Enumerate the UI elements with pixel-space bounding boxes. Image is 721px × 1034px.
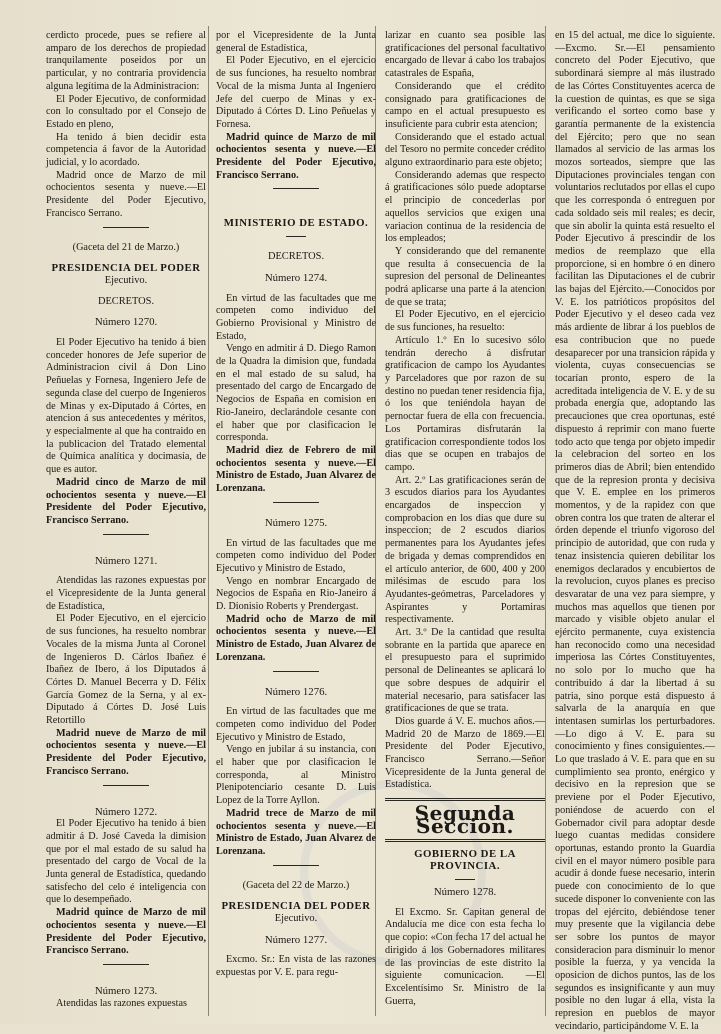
decree-text: En virtud de las facultades que me competen como individuo del Gobierno Provisional y Ministro de Estado, [216, 292, 376, 342]
signature: Madrid quince de Marzo de mil ochocientos sesenta y nueve.—El Presidente del Poder Ejecutivo, Francisco Serrano. [216, 131, 376, 181]
divider [273, 188, 319, 189]
divider [273, 502, 319, 503]
column-divider [208, 26, 209, 1016]
decree-number: Número 1271. [94, 554, 158, 567]
decree-text: El Poder Ejecutivo, en el ejercicio de sus funciones, ha resuelto nombrar Vocales de la misma Junta al Coronel de Ingenieros D. Cárlos Ibañez é Ibañez de Ibero, á los Diputados á Córtes D. Manuel Becerra y D. Félix García Gomez de la Serna, y al ex-Diputado á Córtes D. José Luis Retortillo [46, 613, 206, 727]
paragraph: El Poder Ejecutivo, en el ejercicio de sus funciones, ha resuelto: [385, 309, 545, 334]
signature: Madrid nueve de Marzo de mil ochocientos sesenta y nueve.—El Presidente del Poder Ejecutivo, Francisco Serrano. [46, 727, 206, 777]
paragraph: El Poder Ejecutivo, en el ejercicio de sus funciones, ha resuelto nombrar Vocal de la misma Junta al Ingeniero Jefe del cuerpo de Minas y ex-Diputado á Córtes D. Lino Peñuelas y Fornesa. [216, 55, 376, 130]
section-heading: GOBIERNO DE LA PROVINCIA. [414, 847, 516, 873]
gazette-date: (Gaceta del 22 de Marzo.) [242, 879, 350, 891]
section-subheading: Ejecutivo. [104, 274, 148, 286]
column-2 [216, 30, 376, 980]
decree-text: El Poder Ejecutivo ha tenido á bien conceder honores de Jefe superior de Administracion civil á Don Lino Peñuelas y Fornesa, Ingeniero Jefe de segunda clase del cuerpo de Ingenieros de Minas y ex-Diputado á Córtes, en atencion á sus antecedentes y méritos, y especialmente al que ha contraido en la publicacion del Tratado elemental de Química analítica y docimasía, de que es autor. [46, 337, 206, 476]
decree-number: Número 1276. [264, 685, 328, 698]
signature: Madrid diez de Febrero de mil ochocientos sesenta y nueve.—El Ministro de Estado, Juan Alvarez de Lorenzana. [216, 444, 376, 495]
divider [286, 236, 306, 237]
decree-text: El Poder Ejecutivo ha tenido á bien admitir á D. José Caveda la dimision que por el mal estado de su salud ha presentado del cargo de Vocal de la Junta general de Estadística, quedando satisfecho del celo é inteligencia con que lo desempeñado. [46, 818, 206, 906]
decree-text: En virtud de las facultades que me competen como individuo del Poder Ejecutivo y Ministro de Estado, [216, 706, 376, 743]
paragraph: cerdicto procede, pues se refiere al amparo de los derechos de propiedad tranquilamente poseidos por un particular, y no contraria providencia alguna legítima de la Administracion: [46, 30, 206, 92]
divider [385, 839, 545, 842]
paragraph: Y considerando que del remanente que resulta á consecuencia de la supresion del personal de Delineantes podrá aplicarse una parte á la atencion de que se trata; [385, 245, 545, 308]
divider [103, 964, 149, 965]
divider [103, 227, 149, 228]
article-text: Artículo 1.º En lo sucesivo sólo tendrán derecho á disfrutar gratificacion de campo los Ayudantes y Parceladores que por razon de su destino no puedan tener residencia fija, ó los que teniéndola hayan de pernoctar fuera de ella con frecuencia. Los Portamiras disfrutarán la gratificacion correspondiente todos los dias que se ocupen en trabajos de campo. [385, 334, 545, 473]
decrees-heading: DECRETOS. [97, 295, 155, 307]
decree-number: Número 1274. [264, 271, 328, 284]
decree-text: Excmo. Sr.: En vista de las razones expuestas por V. E. para regu- [216, 954, 376, 979]
paragraph: por el Vicepresidente de la Junta general de Estadística, [216, 30, 376, 54]
closing-text: Dios guarde á V. E. muchos años.—Madrid 20 de Marzo de 1869.—El Presidente del Poder Ejecutivo, Francisco Serrano.—Señor Vicepresidente de la Junta general de Estadística. [385, 715, 545, 791]
column-4 [555, 30, 715, 1034]
article-text: Art. 3.º De la cantidad que resulta sobrante en la partida que aparece en el presupuesto para el suprimido personal de Delineantes se aplicará lo que sobre despues de adquirir el material necesario, para satisfacer las gratificaciones de que se trata. [385, 627, 545, 715]
decree-text: Vengo en jubilar á su instancia, con el haber que por clasificacion le corresponda, al Ministro Plenipotenciario cesante D. Luis Lopez de la Torre Ayllon. [216, 744, 376, 807]
gazette-date: (Gaceta del 21 de Marzo.) [72, 241, 180, 253]
decree-number: Número 1275. [264, 516, 328, 529]
signature: Madrid once de Marzo de mil ochocientos sesenta y nueve.—El Presidente del Poder Ejecutivo, Francisco Serrano. [46, 169, 206, 219]
divider [103, 785, 149, 786]
divider [455, 879, 475, 880]
section-heading: MINISTERIO DE ESTADO. [223, 217, 369, 230]
divider [273, 865, 319, 866]
paragraph: Considerando ademas que respecto á gratificaciones sólo puede adoptarse el principio de concederlas por aquellos servicios que exigen una variacion continua de la residencia de los empleados; [385, 169, 545, 245]
paragraph: El Poder Ejecutivo, de conformidad con lo consultado por el Consejo de Estado en pleno, [46, 93, 206, 130]
column-1 [46, 30, 206, 1010]
signature: Madrid trece de Marzo de mil ochocientos sesenta y nueve.—El Ministro de Estado, Juan Alvarez de Lorenzana. [216, 807, 376, 857]
paragraph: Considerando que el crédito consignado para gratificaciones de campo en el actual presupuesto es insuficiente para cubrir esta atencion; [385, 80, 545, 130]
column-3 [385, 30, 545, 1008]
decree-text: Vengo en admitir á D. Diego Ramon de la Quadra la dimision que, fundada en el mal estado de su salud, ha presentado del cargo de Encargado de Negocios de España en comision en Rio-Janeiro, declarándole cesante con el haber que por clasificacion le corresponda. [216, 343, 376, 444]
decree-number: Número 1270. [94, 316, 158, 329]
paragraph: Ha tenido á bien decidir esta competencia á favor de la Autoridad judicial, y lo acordado. [46, 131, 206, 169]
decree-text: Atendidas las razones expuestas por el Vicepresidente de la Junta general de Estadística, [46, 575, 206, 612]
signature: Madrid quince de Marzo de mil ochocientos sesenta y nueve.—El Presidente del Poder Ejecutivo, Francisco Serrano. [46, 907, 206, 957]
decree-text: En virtud de las facultades que me competen como individuo del Poder Ejecutivo y Ministro de Estado, [216, 537, 376, 574]
signature: Madrid ocho de Marzo de mil ochocientos sesenta y nueve.—El Ministro de Estado, Juan Alvarez de Lorenzana. [216, 613, 376, 663]
paragraph: Considerando que el estado actual del Tesoro no permite conceder crédito alguno extraordinario para este objeto; [385, 131, 545, 169]
decree-text: El Excmo. Sr. Capitan general de Andalucía me dice con esta fecha lo que copio: «Con fecha 17 del actual he dirigido á los Gobernadores militares de las provincias de este distrito la siguiente comunicacion. —El Excelentísimo Sr. Ministro de la Guerra, [385, 906, 545, 1007]
decree-number: Número 1272. [94, 805, 158, 818]
section-subheading: Ejecutivo. [274, 913, 318, 925]
column-divider [545, 26, 546, 1016]
decree-number: Número 1273. [94, 985, 158, 997]
decree-number: Número 1278. [433, 886, 497, 898]
section-heading: PRESIDENCIA DEL PODER [51, 262, 201, 275]
decrees-heading: DECRETOS. [267, 251, 325, 263]
divider [103, 534, 149, 535]
decree-number: Número 1277. [264, 933, 328, 946]
paragraph: en 15 del actual, me dice lo siguiente.—Excmo. Sr.—El pensamiento concreto del Poder Ejecutivo, que subordinará siempre al más ilustrado de las Córtes Constituyentes acerca de la cuestion de quintas, es que se siga verificando el sorteo como base y garantía permanente de la existencia del Ejército; pero que no sean llamados al servicio de las armas los mozos sorteados, siempre que las Diputaciones provinciales tengan con voluntarios reclutados por ellas el cupo que les corresponda ó entreguen por cada soldado seis mil reales; es decir, que sin abolir la quinta está resuelto el Poder Ejecutivo á prescindir de los medios de reemplazo que ella proporcione, si en hombre ó en dinero facilitan las Diputaciones el de cubrir las bajas del Ejército.—Conocidos por V. E. los patrióticos propósitos del Poder Ejecutivo y el deseo cada vez más ardiente de librar á los pueblos de esa contribucion que no puede desaparecer por una transicion rápida y violenta, cuyas consecuencias se tocarían pronto, espero de la acreditada inteligencia de V. E. y de su probada energía que, adoptando las precauciones que crea oportunas, esté dispuesto á reprimir con mano fuerte todo acto que tenga por objeto impedir la celebracion del sorteo en los primeros dias de Abril; bien entendido que de la represion pronta y decisiva que V. E. emplee en los primeros momentos, y de la rapidez con que obren contra los que traten de alterar el órden depende el triunfo vigoroso del principio de autoridad, que con ruda y tenaz insistencia quieren debilitar los enemigos declarados y encubiertos de la revolucion, cuyos planes es preciso desvaratar de una vez para siempre, y muchos mas aquellos que tienen por marcado y visible objeto anular el ejército permanente, cuya existencia han reconocido como una necesidad imperiosa las Córtes Constituyentes, no solo por lo mucho que ha contribuido á dar la libertad á su patria, sino porque está dispuesto á salvarla de la anarquía en que intentasen sumirlas los perturbadores.—Lo digo á V. E. para su conocimiento y fines consiguientes.—Lo que traslado á V. E. para que en su cumplimiento sea pronto, enérgico y decisivo en la represion que se previene por el Poder Ejecutivo, poniéndose de acuerdo con el Gobernador civil para adoptar desde luego cuantas medidas considere oportunas, estando pronto la Guardia civil en el mayor número posible para acudir á donde fuese necesario, interin puede con conocimiento de lo que sucede disponer lo conveniente con las tropas del ejército, debiéndose tener muy presente que la vigilancia debe ser sobre los puntos de mayor consideracion para disminuir lo menor posible la fuerza, y ya vencida la oposicion de dichos puntos, las de los segundos es insignificante y aun muy posible no den lugar á ella, vista la represion en pueblos de mayor vecindario, participándome V. E. la [555, 30, 715, 1032]
divider [273, 671, 319, 672]
signature: Madrid cinco de Marzo de mil ochocientos sesenta y nueve.—El Presidente del Poder Ejecutivo, Francisco Serrano. [46, 476, 206, 526]
paragraph: larizar en cuanto sea posible las gratificaciones del personal facultativo encargado de llevar á cabo los trabajos catastrales de España, [385, 30, 545, 80]
section-title: Segunda Seccion. [414, 801, 516, 838]
decree-text: Vengo en nombrar Encargado de Negocios de España en Rio-Janeiro á D. Dionisio Roberts y Prendergast. [216, 575, 376, 613]
decree-text: Atendidas las razones expuestas [56, 997, 187, 1009]
article-text: Art. 2.º Las gratificaciones serán de 3 escudos diarios para los Ayudantes encargados de inspeccion y comprobacion en los dias que dure su inspeccion; de 2 escudos diarios permanentes para los Ayudantes jefes de brigada y demas comprendidos en el artículo anterior, de 600, 400 y 200 milésimas de escudo para los Ayudantes-geómetras, Parceladores y Aspirantes y Portamiras respectivamente. [385, 474, 545, 626]
section-heading: PRESIDENCIA DEL PODER [221, 900, 371, 913]
